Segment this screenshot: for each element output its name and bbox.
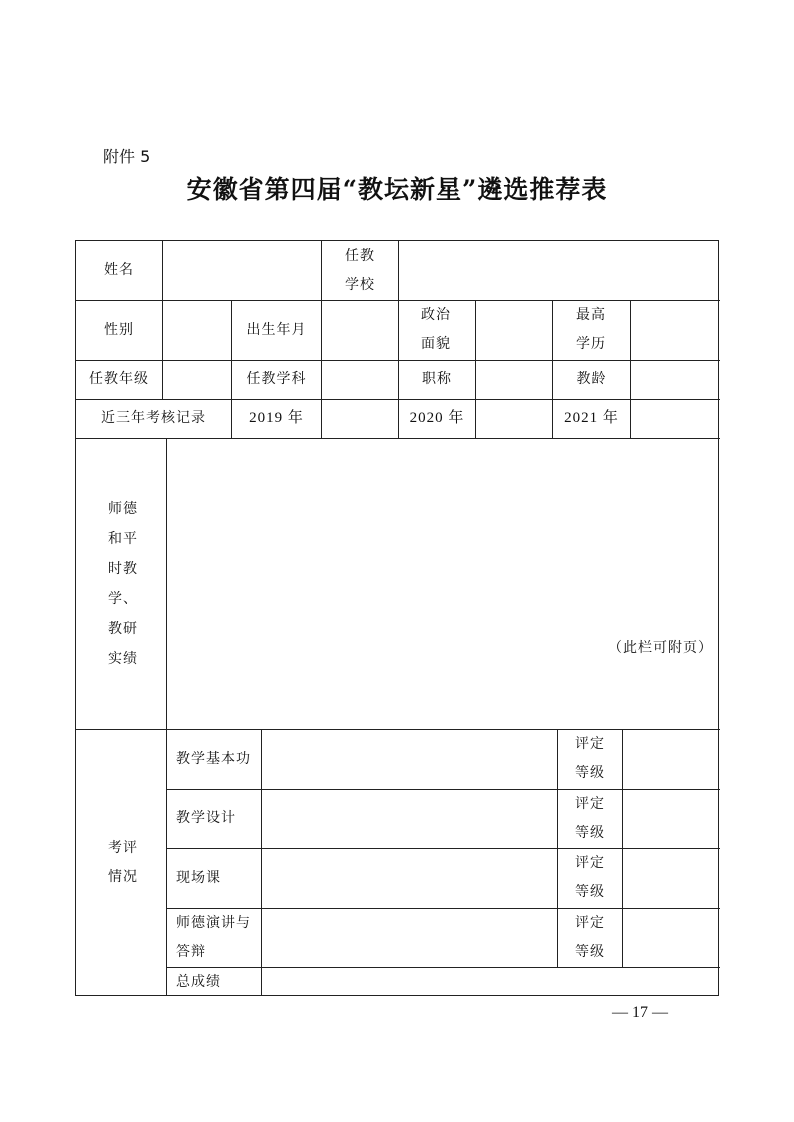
rating-field[interactable] bbox=[623, 789, 720, 848]
attachment-note: （此栏可附页） bbox=[608, 640, 713, 656]
year-2020-field[interactable] bbox=[476, 399, 552, 438]
total-score-field[interactable] bbox=[262, 968, 720, 996]
year-2021-field[interactable] bbox=[631, 399, 720, 438]
year-2019-label: 2019 年 bbox=[249, 410, 304, 426]
seniority-label: 教龄 bbox=[576, 371, 607, 387]
rating-field[interactable] bbox=[623, 848, 720, 908]
title-label: 职称 bbox=[422, 371, 452, 387]
year-2021-label: 2021 年 bbox=[564, 410, 619, 426]
rating-label: 评定 等级 bbox=[575, 736, 605, 781]
year-2019-field[interactable] bbox=[322, 399, 398, 438]
birth-label: 出生年月 bbox=[246, 321, 307, 338]
eval-live-lesson-field[interactable] bbox=[262, 848, 557, 908]
rating-field[interactable] bbox=[623, 908, 720, 967]
subject-field[interactable] bbox=[322, 360, 398, 399]
rating-field[interactable] bbox=[623, 729, 720, 789]
school-label: 任教 学校 bbox=[345, 247, 375, 293]
grade-label: 任教年级 bbox=[89, 371, 149, 387]
recommendation-form bbox=[75, 240, 719, 996]
eval-item-live-lesson: 现场课 bbox=[176, 869, 221, 886]
education-label: 最高 学历 bbox=[576, 307, 606, 352]
eval-lesson-design-field[interactable] bbox=[262, 789, 557, 848]
total-score-label: 总成绩 bbox=[176, 973, 221, 990]
eval-item-lesson-design: 教学设计 bbox=[176, 810, 236, 826]
title-field[interactable] bbox=[476, 360, 552, 399]
eval-basic-skills-field[interactable] bbox=[262, 729, 557, 789]
achievements-field[interactable] bbox=[167, 438, 720, 729]
gender-field[interactable] bbox=[163, 300, 231, 360]
page-number: — 17 — bbox=[612, 1004, 668, 1021]
subject-label: 任教学科 bbox=[246, 371, 307, 387]
rating-label: 评定 等级 bbox=[575, 914, 605, 960]
name-field[interactable] bbox=[163, 241, 321, 300]
attachment-label: 附件 5 bbox=[103, 147, 151, 166]
grade-field[interactable] bbox=[163, 360, 231, 399]
eval-item-basic-skills: 教学基本功 bbox=[176, 750, 251, 767]
evaluation-label: 考评 情况 bbox=[108, 839, 138, 885]
seniority-field[interactable] bbox=[631, 360, 720, 399]
eval-speech-defense-field[interactable] bbox=[262, 908, 557, 967]
birth-field[interactable] bbox=[322, 300, 398, 360]
gender-label: 性别 bbox=[104, 321, 134, 338]
achievements-label: 师德 和平 时教 学、 教研 实绩 bbox=[108, 500, 138, 667]
form-title: 安徽省第四届“教坛新星”遴选推荐表 bbox=[186, 175, 608, 204]
rating-label: 评定 等级 bbox=[575, 855, 605, 900]
eval-item-speech-defense: 师德演讲与 答辩 bbox=[176, 914, 251, 960]
education-field[interactable] bbox=[631, 300, 720, 360]
rating-label: 评定 等级 bbox=[575, 795, 605, 841]
year-2020-label: 2020 年 bbox=[409, 410, 465, 426]
politics-field[interactable] bbox=[476, 300, 552, 360]
record-label: 近三年考核记录 bbox=[101, 410, 206, 426]
name-label: 姓名 bbox=[104, 262, 134, 278]
politics-label: 政治 面貌 bbox=[421, 307, 451, 352]
school-field[interactable] bbox=[399, 241, 720, 300]
